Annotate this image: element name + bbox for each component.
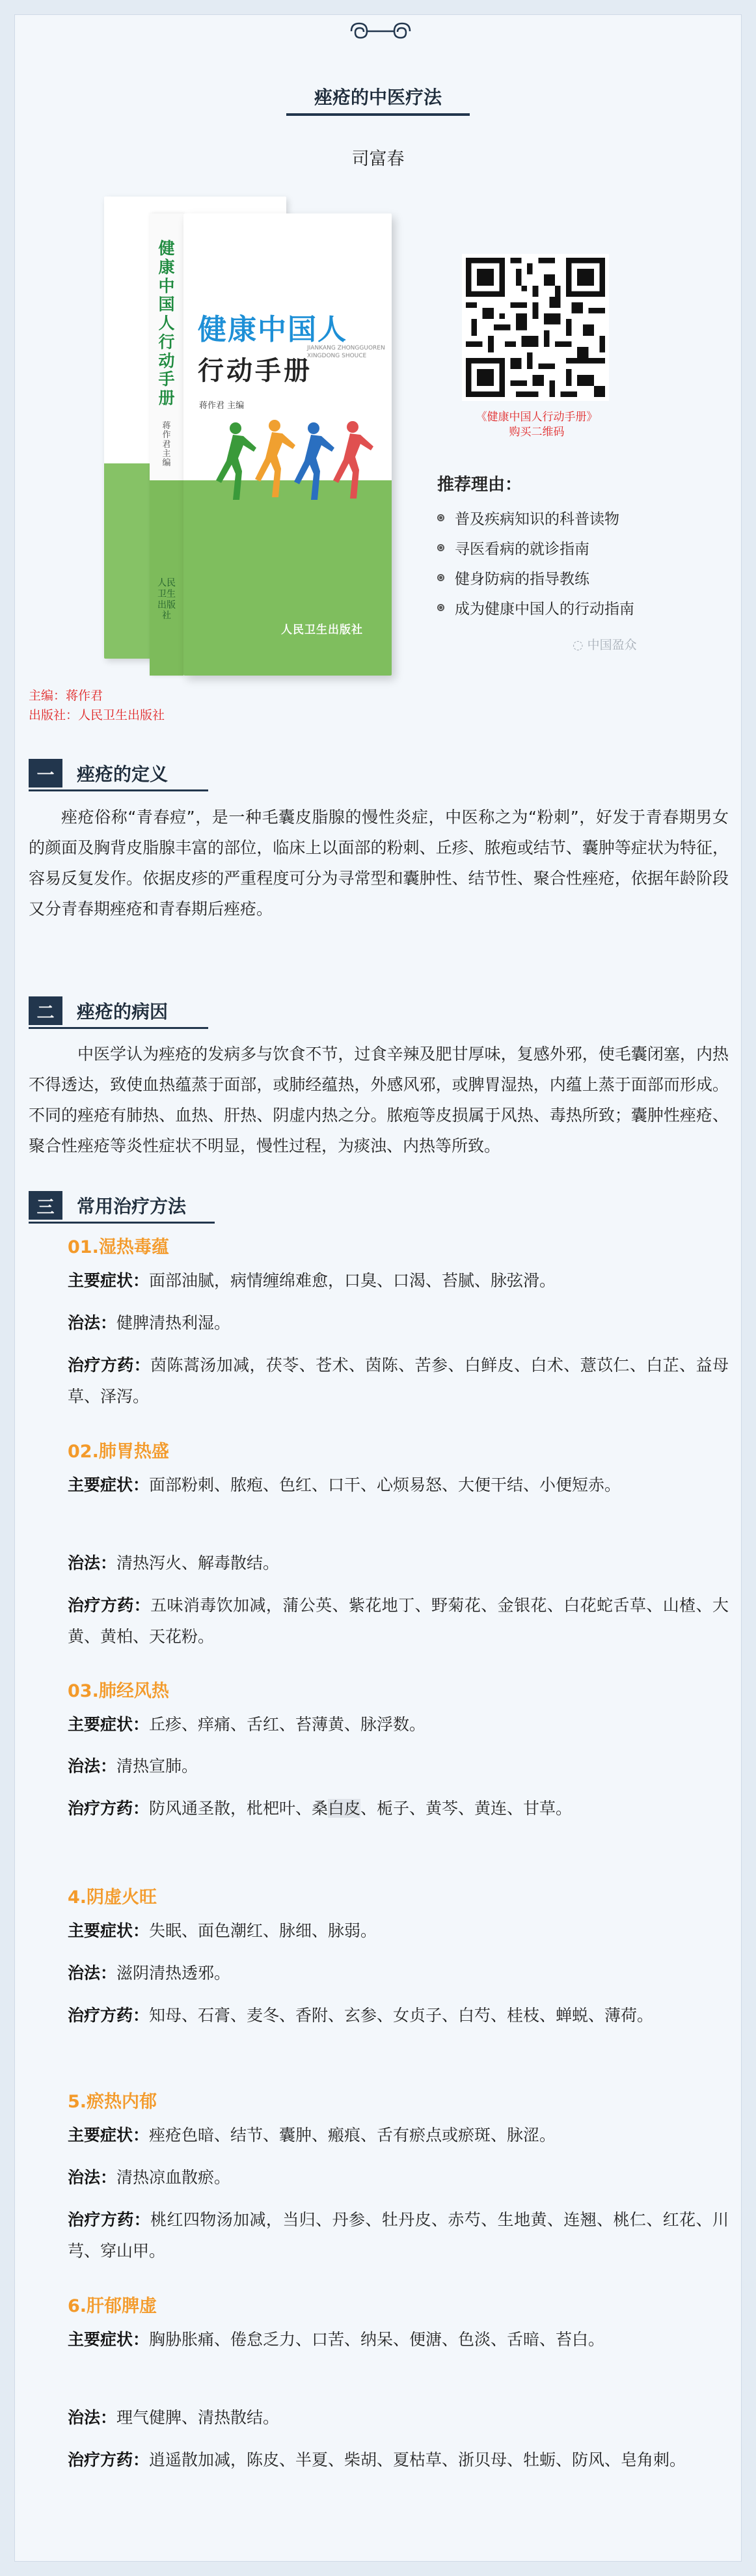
reasons-list xyxy=(437,502,634,622)
prescription-text: 知母、石膏、麦冬、香附、玄参、女贞子、白芍、桂枝、蝉蜕、薄荷。 xyxy=(149,2006,654,2025)
method-label: 治法： xyxy=(68,1964,117,1982)
prescription-text: 茵陈蒿汤加减，茯苓、苍术、茵陈、苦参、白鲜皮、白术、薏苡仁、白芷、益母草、泽泻。 xyxy=(68,1356,729,1406)
prescription-text-b: 、栀子、黄芩、黄连、甘草。 xyxy=(360,1799,573,1818)
section-heading-treatment xyxy=(29,1188,186,1222)
watermark xyxy=(573,635,637,653)
method-text: 健脾清热利湿。 xyxy=(116,1313,231,1332)
symptoms-text: 面部油腻，病情缠绵难愈，口臭、口渴、苔腻、脉弦滑。 xyxy=(149,1271,556,1290)
method-text: 清热凉血散瘀。 xyxy=(116,2168,231,2187)
method-text: 清热宣肺。 xyxy=(116,1757,198,1775)
symptoms-label: 主要症状： xyxy=(68,1715,150,1734)
prescription-text: 五味消毒饮加减，蒲公英、紫花地丁、野菊花、金银花、白花蛇舌草、山楂、大黄、黄柏、天花粉。 xyxy=(68,1596,729,1646)
treatment-heading: 03.肺经风热 xyxy=(68,1681,169,1701)
section-number: 三 xyxy=(29,1191,62,1220)
treatment-prescription xyxy=(68,1350,729,1412)
wechat-icon: ◌ xyxy=(573,638,587,652)
prescription-label: 治疗方药： xyxy=(68,1356,151,1375)
treatment-method xyxy=(68,1751,729,1782)
treatment-prescription xyxy=(68,1590,729,1652)
cause-paragraph: 中医学认为痤疮的发病多与饮食不节，过食辛辣及肥甘厚味，复感外邪，使毛囊闭塞，内热不得透达，致使血热蕴蒸于面部，或肺经蕴热，外感风邪，或脾胃湿热，内蕴上蒸于面部而形成。不同的痤疮有肺热、血热、肝热、阴虚内热之分。脓疱等皮损属于风热、毒热所致；囊肿性痤疮、聚合性痤疮等炎性症状不明显，慢性过程，为痰浊、内热等所致。 xyxy=(29,1045,729,1155)
section-number: 一 xyxy=(29,759,62,788)
method-text: 清热泻火、解毒散结。 xyxy=(116,1554,280,1572)
book-meta xyxy=(29,686,165,726)
method-label: 治法： xyxy=(68,2168,117,2187)
method-text: 滋阴清热透邪。 xyxy=(116,1964,231,1982)
treatment-symptoms xyxy=(68,2324,729,2355)
qr-caption-line2: 购买二维码 xyxy=(509,425,565,439)
book-editor: 主编：蒋作君 xyxy=(29,689,103,703)
section-underline xyxy=(29,1222,215,1224)
treatment-prescription xyxy=(68,2445,729,2476)
section-title: 痤疮的定义 xyxy=(77,763,169,785)
section-heading-cause xyxy=(29,994,168,1028)
book-spine xyxy=(150,213,183,676)
treatment-method xyxy=(68,1308,729,1339)
spine-editor: 蒋作君 主编 xyxy=(162,421,171,469)
symptoms-text: 面部粉刺、脓疱、色红、口干、心烦易怒、大便干结、小便短赤。 xyxy=(149,1475,621,1494)
method-label: 治法： xyxy=(68,1757,117,1775)
reason-item xyxy=(437,592,634,622)
reason-text: 普及疾病知识的科普读物 xyxy=(455,510,619,528)
cover-publisher: 人民卫生出版社 xyxy=(281,623,363,637)
section-underline xyxy=(29,1027,208,1029)
bullet-icon xyxy=(437,604,444,611)
treatment-heading: 6.肝郁脾虚 xyxy=(68,2296,157,2316)
qr-caption-line1: 《健康中国人行动手册》 xyxy=(476,411,598,424)
symptoms-text: 失眠、面色潮红、脉细、脉弱。 xyxy=(149,1921,377,1940)
prescription-label: 治疗方药： xyxy=(68,1799,150,1818)
title-underline xyxy=(286,113,470,116)
book-front-cover xyxy=(183,213,392,676)
book-publisher: 出版社：人民卫生出版社 xyxy=(29,708,165,723)
reason-item xyxy=(437,532,634,562)
treatment-symptoms xyxy=(68,2120,729,2151)
qr-caption xyxy=(416,410,657,440)
definition-paragraph: 痤疮俗称“青春痘”，是一种毛囊皮脂腺的慢性炎症，中医称之为“粉刺”，好发于青春期男女的颜面及胸背皮脂腺丰富的部位，临床上以面部的粉刺、丘疹、脓疱或结节、囊肿等症状为特征，容易反复发作。依据皮疹的严重程度可分为寻常型和囊肿性、结节性、聚合性痤疮，依据年龄阶段又分青春期痤疮和青春期后痤疮。 xyxy=(29,808,729,918)
cover-english: JIANKANG ZHONGGUOREN XINGDONG SHOUCE xyxy=(307,345,385,359)
treatment-method xyxy=(68,2402,729,2433)
section-title: 痤疮的病因 xyxy=(77,1001,169,1022)
prescription-label: 治疗方药： xyxy=(68,1596,151,1615)
cover-editor: 蒋作君 主编 xyxy=(199,401,245,411)
article-title: 痤疮的中医疗法 xyxy=(314,87,442,108)
symptoms-label: 主要症状： xyxy=(68,1475,150,1494)
symptoms-label: 主要症状： xyxy=(68,1271,150,1290)
section-number: 二 xyxy=(29,996,62,1025)
treatment-heading: 01.湿热毒蕴 xyxy=(68,1237,169,1257)
treatment-heading: 02.肺胃热盛 xyxy=(68,1442,169,1462)
symptoms-text: 胸胁胀痛、倦怠乏力、口苦、纳呆、便溏、色淡、舌暗、苔白。 xyxy=(149,2330,605,2349)
spine-publisher: 人民卫生出版社 xyxy=(157,578,176,622)
spine-title: 健康中国人行动手册 xyxy=(158,239,175,407)
qr-code-icon xyxy=(462,254,609,401)
prescription-text: 桃红四物汤加减，当归、丹参、牡丹皮、赤芍、生地黄、连翘、桃仁、红花、川芎、穿山甲。 xyxy=(68,2210,729,2260)
symptoms-text: 丘疹、痒痛、舌红、苔薄黄、脉浮数。 xyxy=(149,1715,426,1734)
symptoms-label: 主要症状： xyxy=(68,2126,150,2144)
treatment-symptoms xyxy=(68,1470,729,1501)
method-label: 治法： xyxy=(68,1313,117,1332)
treatment-symptoms xyxy=(68,1265,729,1296)
treatment-method xyxy=(68,2162,729,2193)
prescription-label: 治疗方药： xyxy=(68,2450,150,2469)
treatment-symptoms xyxy=(68,1915,729,1947)
bullet-icon xyxy=(437,574,444,581)
section-title: 常用治疗方法 xyxy=(77,1196,187,1217)
book-cover-image xyxy=(104,189,416,677)
section-heading-definition xyxy=(29,756,168,790)
prescription-label: 治疗方药： xyxy=(68,2210,151,2229)
prescription-text-a: 防风通圣散，枇杷叶、桑 xyxy=(149,1799,329,1818)
treatment-prescription xyxy=(68,2204,729,2267)
symptoms-label: 主要症状： xyxy=(68,2330,150,2349)
bullet-icon xyxy=(437,544,444,551)
reason-text: 健身防病的指导教练 xyxy=(455,570,589,588)
treatment-prescription xyxy=(68,2000,729,2031)
treatment-heading: 5.瘀热内郁 xyxy=(68,2092,157,2112)
reason-text: 寻医看病的就诊指南 xyxy=(455,540,589,558)
treatment-method xyxy=(68,1958,729,1989)
prescription-label: 治疗方药： xyxy=(68,2006,150,2025)
highlighted-text: 白皮 xyxy=(328,1799,361,1818)
article-author: 司富春 xyxy=(351,149,405,169)
runners-illustration-icon xyxy=(203,409,385,506)
reason-text: 成为健康中国人的行动指南 xyxy=(455,600,634,618)
method-text: 理气健脾、清热散结。 xyxy=(116,2408,280,2427)
reason-item xyxy=(437,562,634,592)
prescription-text: 逍遥散加减，陈皮、半夏、柴胡、夏枯草、浙贝母、牡蛎、防风、皂角刺。 xyxy=(149,2450,686,2469)
bullet-icon xyxy=(437,514,444,521)
method-label: 治法： xyxy=(68,1554,117,1572)
top-ornament-icon xyxy=(345,18,416,44)
section-underline xyxy=(29,789,208,791)
symptoms-text: 痤疮色暗、结节、囊肿、瘢痕、舌有瘀点或瘀斑、脉涩。 xyxy=(149,2126,556,2144)
symptoms-label: 主要症状： xyxy=(68,1921,150,1940)
cover-title-line1: 健康中国人 xyxy=(198,313,347,346)
reason-item xyxy=(437,502,634,532)
cover-title-line2: 行动手册 xyxy=(198,356,312,386)
method-label: 治法： xyxy=(68,2408,117,2427)
treatment-heading: 4.阴虚火旺 xyxy=(68,1887,157,1908)
watermark-text: 中国盈众 xyxy=(587,638,637,652)
treatment-symptoms xyxy=(68,1709,729,1740)
reasons-title: 推荐理由： xyxy=(437,475,522,495)
treatment-prescription xyxy=(68,1793,729,1824)
treatment-method xyxy=(68,1548,729,1579)
